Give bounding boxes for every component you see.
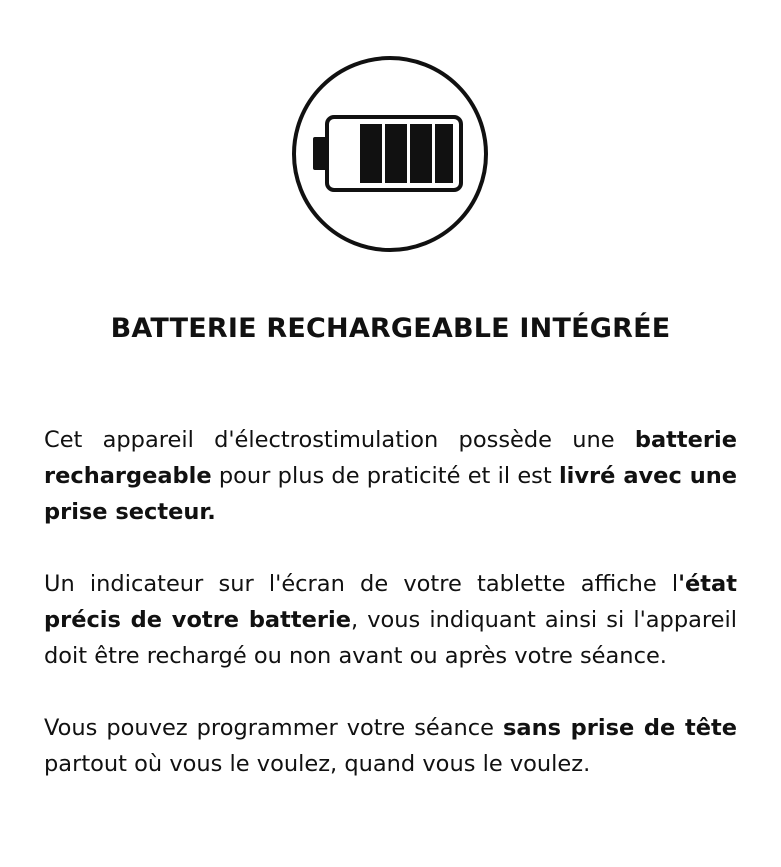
section-title: BATTERIE RECHARGEABLE INTÉGRÉE: [110, 313, 671, 344]
battery-icon-badge: [290, 54, 490, 254]
bold-text-segment: livré avec une prise secteur.: [44, 463, 737, 525]
battery-icon: [290, 54, 490, 254]
text-segment: Vous pouvez programmer votre séance: [44, 715, 504, 741]
battery-charge-bar: [360, 124, 382, 183]
text-segment: , vous indiquant ainsi si l'appareil doit être rechargé ou non avant ou après votre séance.: [44, 607, 737, 669]
paragraph: [44, 710, 737, 782]
bold-text-segment: 'état précis de votre batterie: [44, 571, 737, 633]
text-segment: partout où vous le voulez, quand vous le voulez.: [44, 751, 591, 777]
text-segment: Cet appareil d'électrostimulation possède une: [44, 427, 635, 453]
bold-text-segment: batterie rechargeable: [44, 427, 737, 489]
description-body: [44, 422, 737, 818]
battery-charge-bar: [435, 124, 453, 183]
text-segment: pour plus de praticité et il est: [211, 463, 559, 489]
text-segment: Un indicateur sur l'écran de votre tablette affiche l: [44, 571, 679, 597]
paragraph: [44, 566, 737, 674]
battery-terminal: [313, 137, 327, 170]
paragraph: [44, 422, 737, 530]
bold-text-segment: sans prise de tête: [503, 715, 737, 741]
battery-charge-bar: [410, 124, 432, 183]
battery-charge-bar: [385, 124, 407, 183]
